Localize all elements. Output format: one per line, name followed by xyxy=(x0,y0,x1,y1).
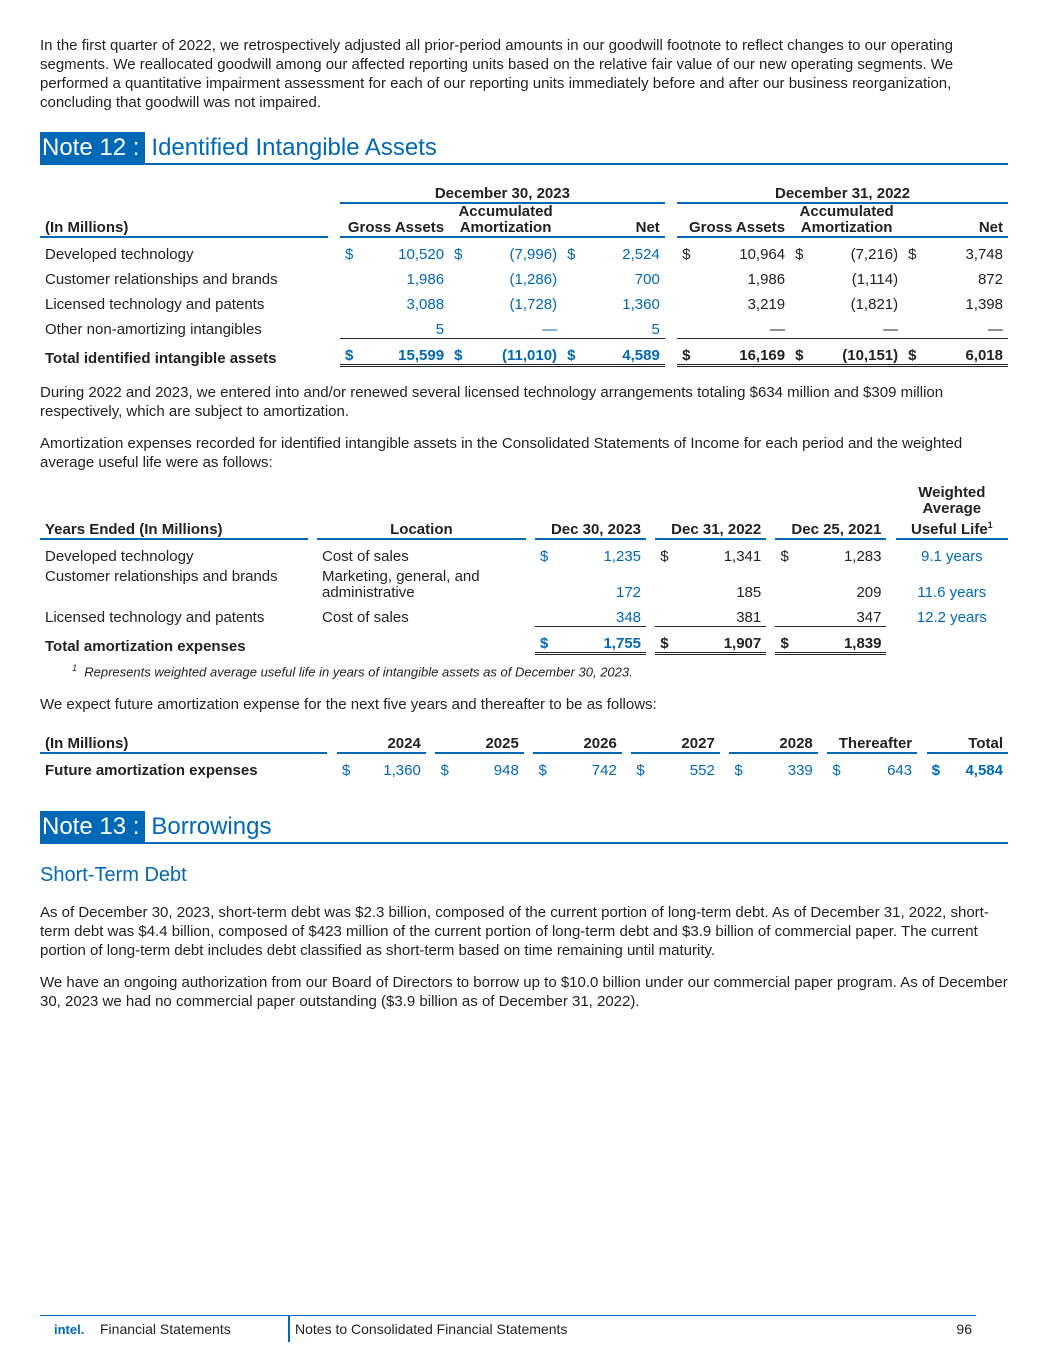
footer-section-link[interactable]: Financial Statements xyxy=(100,1321,231,1337)
cell-value: 872 xyxy=(977,271,1003,288)
cell-value: 700 xyxy=(634,271,660,288)
row-header: (In Millions) xyxy=(40,727,327,754)
col-year: 2024 xyxy=(337,727,426,754)
cell-value: (1,821) xyxy=(850,296,899,313)
cell-value: 1,283 xyxy=(843,548,882,565)
cell-value: 3,088 xyxy=(406,296,445,313)
cell-value: 172 xyxy=(615,584,642,601)
row-label: Total amortization expenses xyxy=(45,638,246,655)
short-term-debt-heading: Short-Term Debt xyxy=(40,864,187,887)
location-cell: Marketing, general, and administrative xyxy=(322,568,480,601)
cell-value: 1,341 xyxy=(723,548,762,565)
intangible-assets-table xyxy=(40,177,1008,367)
cell-value: — xyxy=(542,321,558,338)
licensed-tech-paragraph: During 2022 and 2023, we entered into and/or renewed several licensed technology arrangements totaling $634 million and $309 million respectively, which are subject to amortization. xyxy=(40,384,944,420)
col-location: Location xyxy=(317,485,526,540)
row-label: Total identified intangible assets xyxy=(45,350,277,367)
cell-value: (11,010) xyxy=(470,338,562,367)
row-label: Customer relationships and brands xyxy=(45,568,278,585)
cell-value: 185 xyxy=(736,584,762,601)
cell-value: 347 xyxy=(856,609,882,626)
table-row xyxy=(40,313,1008,338)
col-gross-assets: Gross Assets xyxy=(677,204,790,238)
cell-value: 339 xyxy=(787,762,813,780)
commercial-paper-paragraph: We have an ongoing authorization from our Board of Directors to borrow up to $10.0 billion under our commercial paper program. As of December 30, 2023 we had no commercial paper outstanding ($3.9 billion as of December 31, 2022). xyxy=(40,974,1008,1011)
col-thereafter: Thereafter xyxy=(827,727,917,754)
cell-value: 4,584 xyxy=(965,762,1003,780)
col-year: 2027 xyxy=(631,727,719,754)
col-weighted-average-useful-life: Weighted Average Useful Life$^1$ xyxy=(896,485,1008,540)
cell-value: 15,599 xyxy=(361,338,449,367)
cell-value: 16,169 xyxy=(698,338,790,367)
note-13-title: Borrowings xyxy=(151,813,272,841)
cell-value: 6,018 xyxy=(924,338,1008,367)
future-amortization-intro: We expect future amortization expense for the next five years and thereafter to be as follows: xyxy=(40,696,657,714)
footer-divider xyxy=(288,1316,290,1342)
cell-value: 1,360 xyxy=(622,296,660,313)
note-13-heading xyxy=(40,811,1008,844)
cell-value: 1,755 xyxy=(555,626,646,655)
note-12-label: Note 12 : xyxy=(40,132,145,163)
table-row xyxy=(40,288,1008,313)
future-amortization-table xyxy=(40,727,1008,779)
intro-paragraph: In the first quarter of 2022, we retrospectively adjusted all prior-period amounts in our goodwill footnote to reflect changes to our operating segments. We reallocated goodwill among our affected reporting units based on the relative fair value of our new operating segments. We performed a quantitative impairment assessment for each of our reporting units immediately before and after our business reorganization, concluding that goodwill was not impaired. xyxy=(40,37,954,111)
cell-value: 643 xyxy=(887,762,913,780)
table-row xyxy=(40,263,1008,288)
useful-life-cell: 9.1 years xyxy=(920,548,983,565)
col-accumulated-amortization: Accumulated Amortization xyxy=(449,204,562,238)
cell-value: 1,235 xyxy=(603,548,642,565)
cell-value: 5 xyxy=(435,321,445,338)
row-label: Customer relationships and brands xyxy=(45,271,278,288)
cell-value: 552 xyxy=(689,762,715,780)
cell-value: — xyxy=(883,321,899,338)
col-total: Total xyxy=(927,727,1008,754)
cell-value: 2,524 xyxy=(622,246,660,263)
cell-value: 1,986 xyxy=(406,271,445,288)
col-year: 2025 xyxy=(435,727,523,754)
cell-value: (1,114) xyxy=(851,271,899,288)
amortization-intro-paragraph: Amortization expenses recorded for identified intangible assets in the Consolidated Statements of Income for each period and the weighted average useful life were as follows: xyxy=(40,435,963,471)
row-label: Future amortization expenses xyxy=(45,762,258,780)
cell-value: (7,996) xyxy=(509,246,558,263)
col-gross-assets: Gross Assets xyxy=(340,204,449,238)
cell-value: 1,907 xyxy=(675,626,766,655)
period-header-2023: December 30, 2023 xyxy=(340,177,665,204)
cell-value: — xyxy=(770,321,786,338)
cell-value: — xyxy=(988,321,1003,338)
page xyxy=(40,36,1008,1024)
cell-value: (1,728) xyxy=(509,296,558,313)
cell-value: 4,589 xyxy=(583,338,665,367)
col-dec-25-2021: Dec 25, 2021 xyxy=(775,485,886,540)
amortization-table xyxy=(40,485,1008,655)
cell-value: 1,839 xyxy=(795,626,886,655)
row-label: Licensed technology and patents xyxy=(45,296,265,313)
note-12-heading xyxy=(40,132,1008,165)
page-footer xyxy=(40,1315,976,1342)
intel-logo: intel. xyxy=(54,1321,85,1337)
useful-life-cell: 11.6 years xyxy=(917,584,987,601)
col-years-ended: Years Ended (In Millions) xyxy=(40,485,308,540)
page-number: 96 xyxy=(956,1321,972,1337)
table-row xyxy=(40,601,1008,626)
row-label: Other non-amortizing intangibles xyxy=(45,321,262,338)
cell-value: (1,286) xyxy=(509,271,558,288)
cell-value: 209 xyxy=(856,584,882,601)
cell-value: 10,964 xyxy=(739,246,786,263)
cell-value: 1,360 xyxy=(383,762,421,780)
row-label: Developed technology xyxy=(45,548,194,565)
useful-life-cell: 12.2 years xyxy=(916,609,987,626)
row-label: Licensed technology and patents xyxy=(45,609,265,626)
col-net: Net xyxy=(903,204,1008,238)
short-term-debt-paragraph: As of December 30, 2023, short-term debt was $2.3 billion, composed of the current portion of long-term debt. As of December 31, 2022, short-term debt was $4.4 billion, composed of $423 million of the current portion of long-term debt and $3.9 billion of commercial paper. The current portion of long-term debt includes debt classified as short-term based on time remaining until maturity. xyxy=(40,904,989,960)
col-dec-30-2023: Dec 30, 2023 xyxy=(535,485,646,540)
table-row: Future amortization expenses $ 1,360 $ 948 $ 742 $ 552 $ 339 $ 643 $ 4,584 xyxy=(40,754,1008,779)
col-year: 2026 xyxy=(533,727,621,754)
cell-value: (7,216) xyxy=(850,246,899,263)
cell-value: 948 xyxy=(493,762,519,780)
location-cell: Cost of sales xyxy=(322,609,409,626)
total-row: Total amortization expenses $ 1,755 $ 1,907 $ 1,839 xyxy=(40,626,1008,655)
table-row: Developed technology $ 10,520 $ (7,996) $ 2,524 $ 10,964 $ (7,216) $ 3,748 xyxy=(40,238,1008,263)
location-cell: Cost of sales xyxy=(322,548,409,565)
total-row: Total identified intangible assets $ 15,599 $ (11,010) $ 4,589 $ 16,169 $ (10,151) $ 6,018 xyxy=(40,338,1008,367)
row-header: (In Millions) xyxy=(40,204,328,238)
cell-value: 3,748 xyxy=(965,246,1003,263)
note-12-title: Identified Intangible Assets xyxy=(151,134,437,161)
note-13-label: Note 13 : xyxy=(40,811,145,842)
cell-value: 5 xyxy=(651,321,660,338)
cell-value: (10,151) xyxy=(811,338,903,367)
table-row xyxy=(40,565,1008,601)
table-row: Developed technology Cost of sales $ 1,235 $ 1,341 $ 1,283 9.1 years xyxy=(40,540,1008,565)
cell-value: 742 xyxy=(591,762,617,780)
col-accumulated-amortization: Accumulated Amortization xyxy=(790,204,903,238)
col-year: 2028 xyxy=(729,727,817,754)
cell-value: 3,219 xyxy=(747,296,786,313)
cell-value: 10,520 xyxy=(398,246,445,263)
col-net: Net xyxy=(562,204,665,238)
cell-value: 1,986 xyxy=(747,271,786,288)
cell-value: 381 xyxy=(736,609,762,626)
cell-value: 1,398 xyxy=(965,296,1003,313)
period-header-2022: December 31, 2022 xyxy=(677,177,1008,204)
cell-value: 348 xyxy=(615,609,642,626)
row-label: Developed technology xyxy=(45,246,194,263)
footnote: $^1$ Represents weighted average useful life in years of intangible assets as of December 30, 2023. xyxy=(72,663,633,680)
col-dec-31-2022: Dec 31, 2022 xyxy=(655,485,766,540)
footer-subsection-link[interactable]: Notes to Consolidated Financial Statements xyxy=(295,1321,568,1337)
